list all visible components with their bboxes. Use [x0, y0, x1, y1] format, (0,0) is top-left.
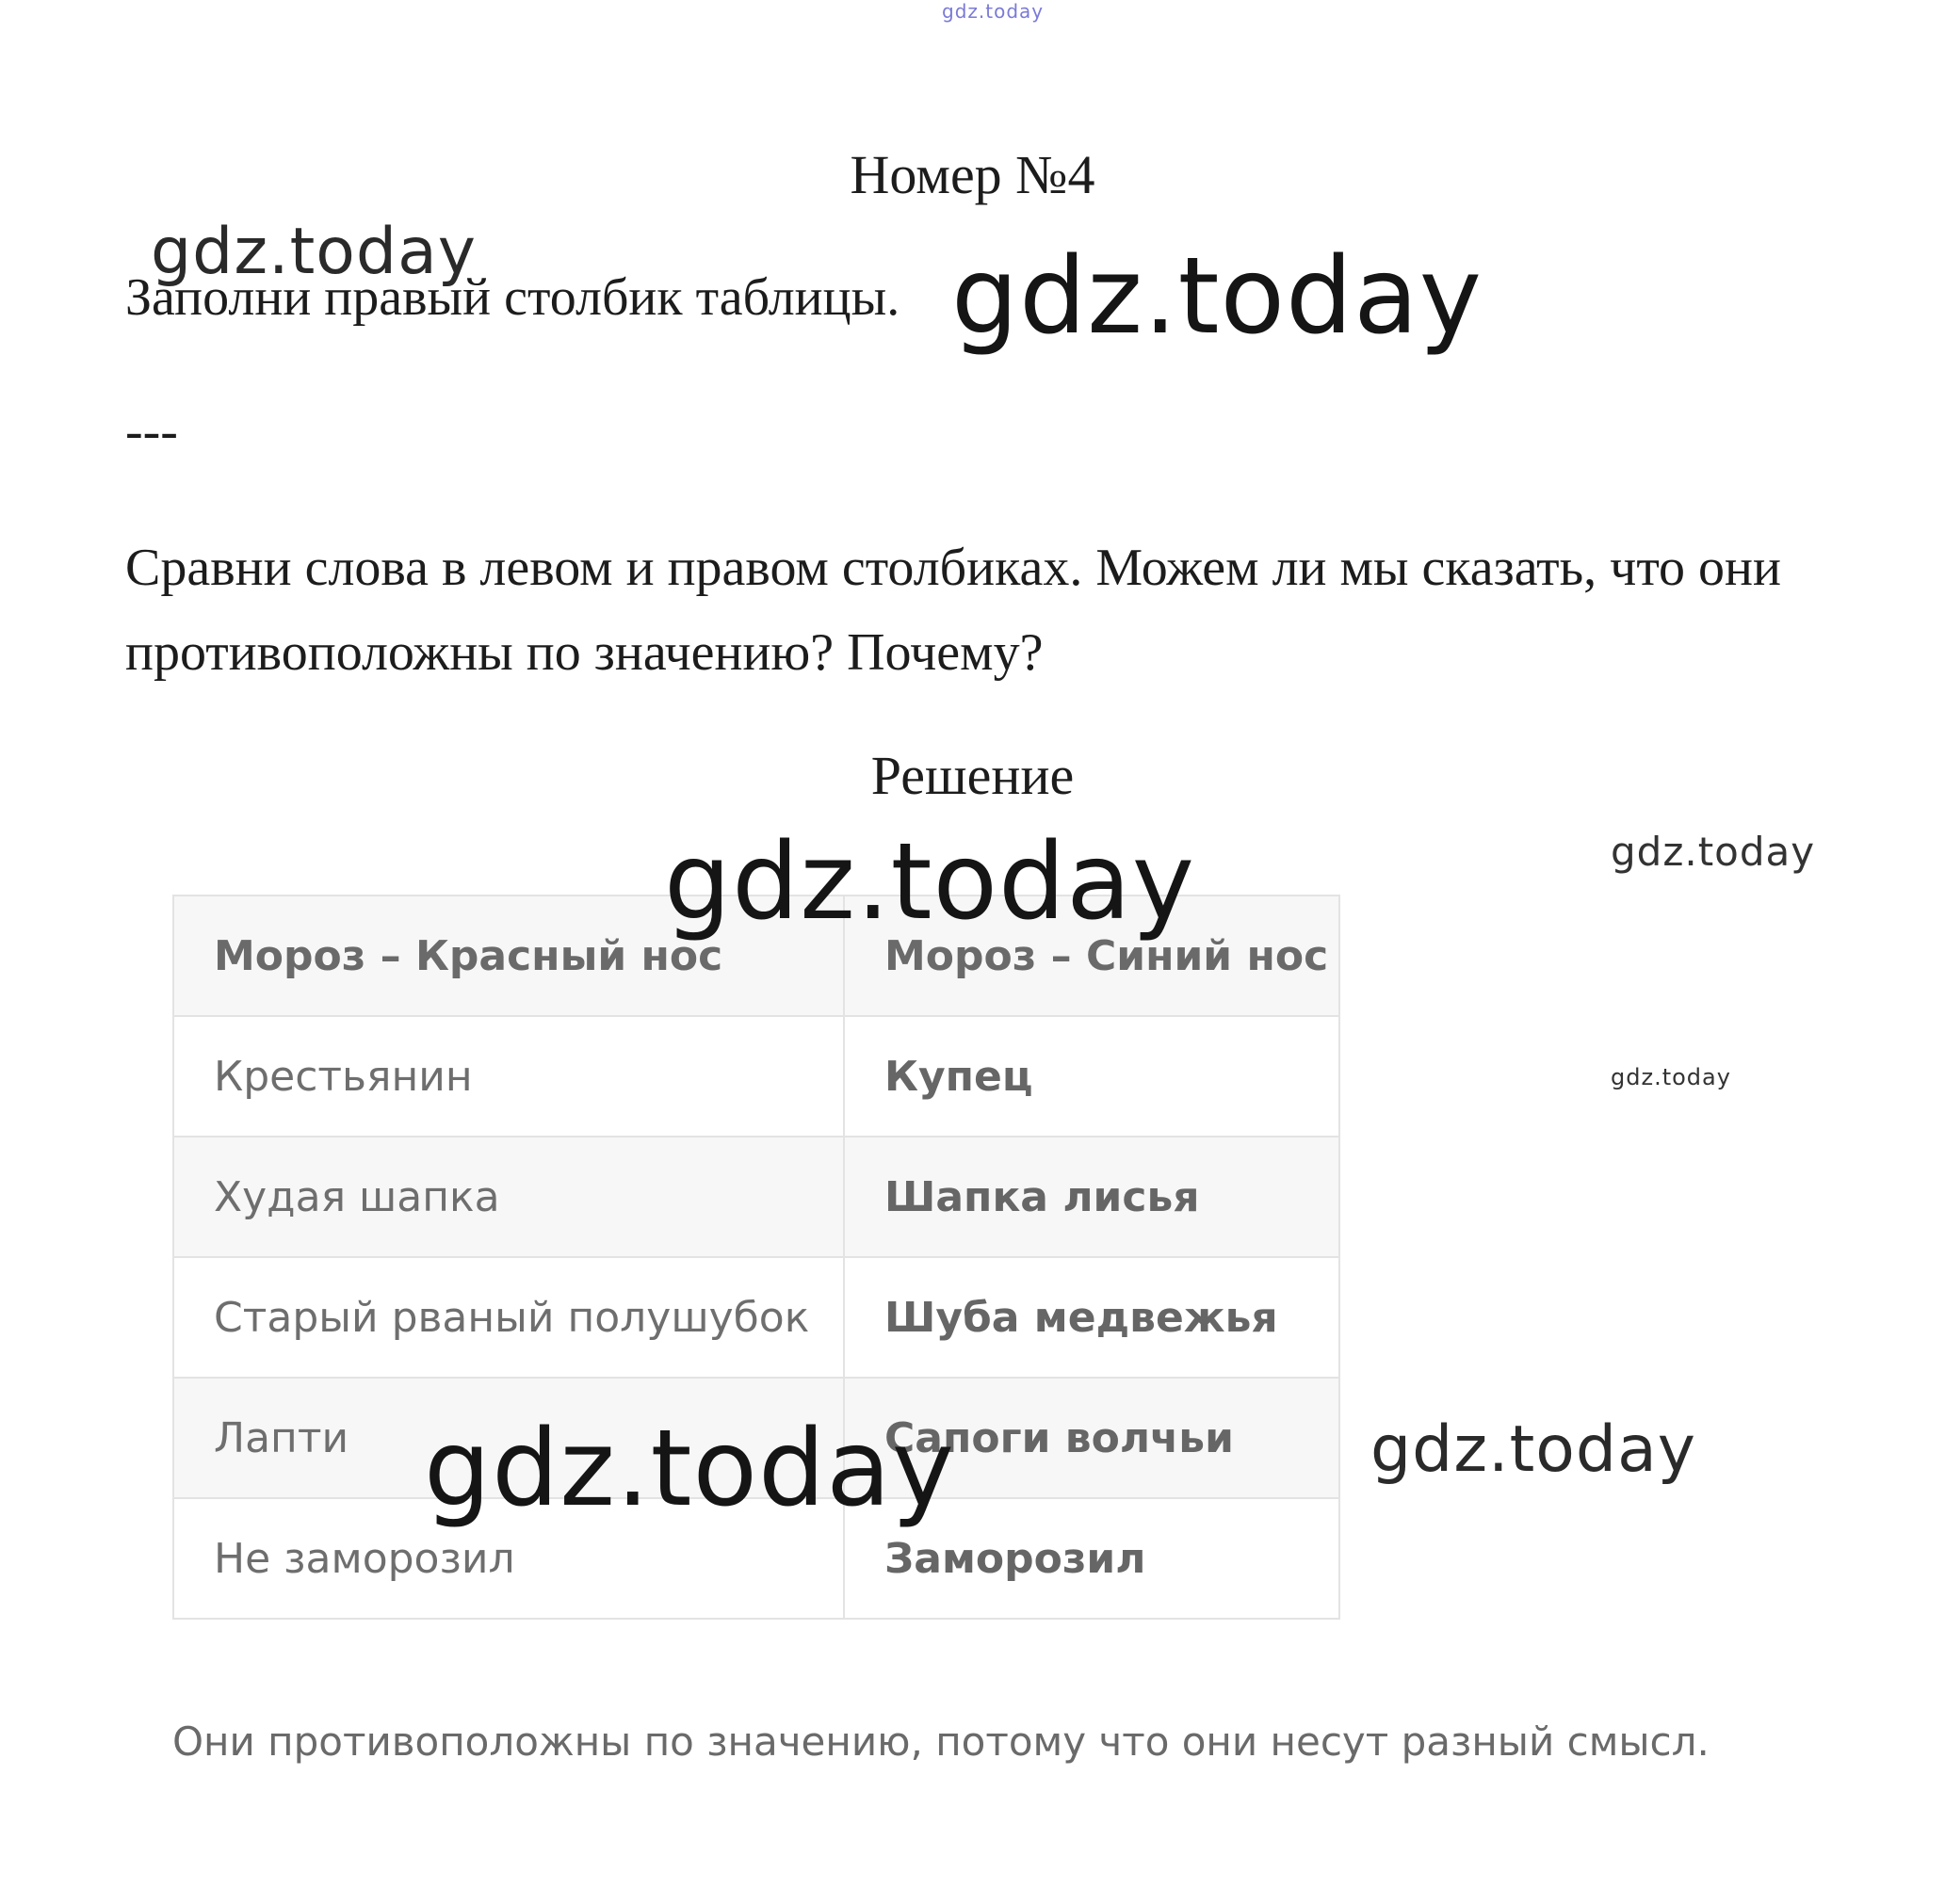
page-title: Номер №4 — [850, 144, 1095, 205]
watermark: gdz.today — [1370, 1412, 1696, 1487]
table-row — [173, 1257, 1339, 1378]
table-cell-right: Купец — [844, 1016, 1339, 1137]
table-row — [173, 1016, 1339, 1137]
watermark: gdz.today — [424, 1408, 956, 1530]
table-cell-left: Крестьянин — [173, 1016, 844, 1137]
solution-title: Решение — [870, 745, 1075, 806]
watermark: gdz.today — [951, 235, 1483, 358]
watermark: gdz.today — [151, 215, 477, 289]
table-cell-left: Мороз – Красный нос — [173, 896, 844, 1016]
table-cell-left: Не заморозил — [173, 1498, 844, 1619]
watermark: gdz.today — [664, 821, 1196, 944]
table-cell-right: Шапка лисья — [844, 1137, 1339, 1257]
table-row — [173, 1137, 1339, 1257]
table-cell-right: Заморозил — [844, 1498, 1339, 1619]
separator: --- — [125, 402, 178, 460]
question-text: Сравни слова в левом и правом столбиках. Можем ли мы сказать, что они противоположны по значению? Почему? — [125, 539, 1781, 682]
table-cell-right: Шуба медвежья — [844, 1257, 1339, 1378]
table-cell-right: Сапоги волчьи — [844, 1378, 1339, 1498]
table-cell-left: Старый рваный полушубок — [173, 1257, 844, 1378]
conclusion-text: Они противоположны по значению, потому что они несут разный смысл. — [172, 1718, 1710, 1765]
task-text: Заполни правый столбик таблицы. — [125, 268, 900, 327]
watermark-top: gdz.today — [942, 0, 1045, 23]
watermark: gdz.today — [1611, 829, 1816, 875]
table-cell-right: Мороз – Синий нос — [844, 896, 1339, 1016]
table-cell-left: Худая шапка — [173, 1137, 844, 1257]
watermark: gdz.today — [1611, 1064, 1731, 1090]
table-cell-left: Лапти — [173, 1378, 844, 1498]
